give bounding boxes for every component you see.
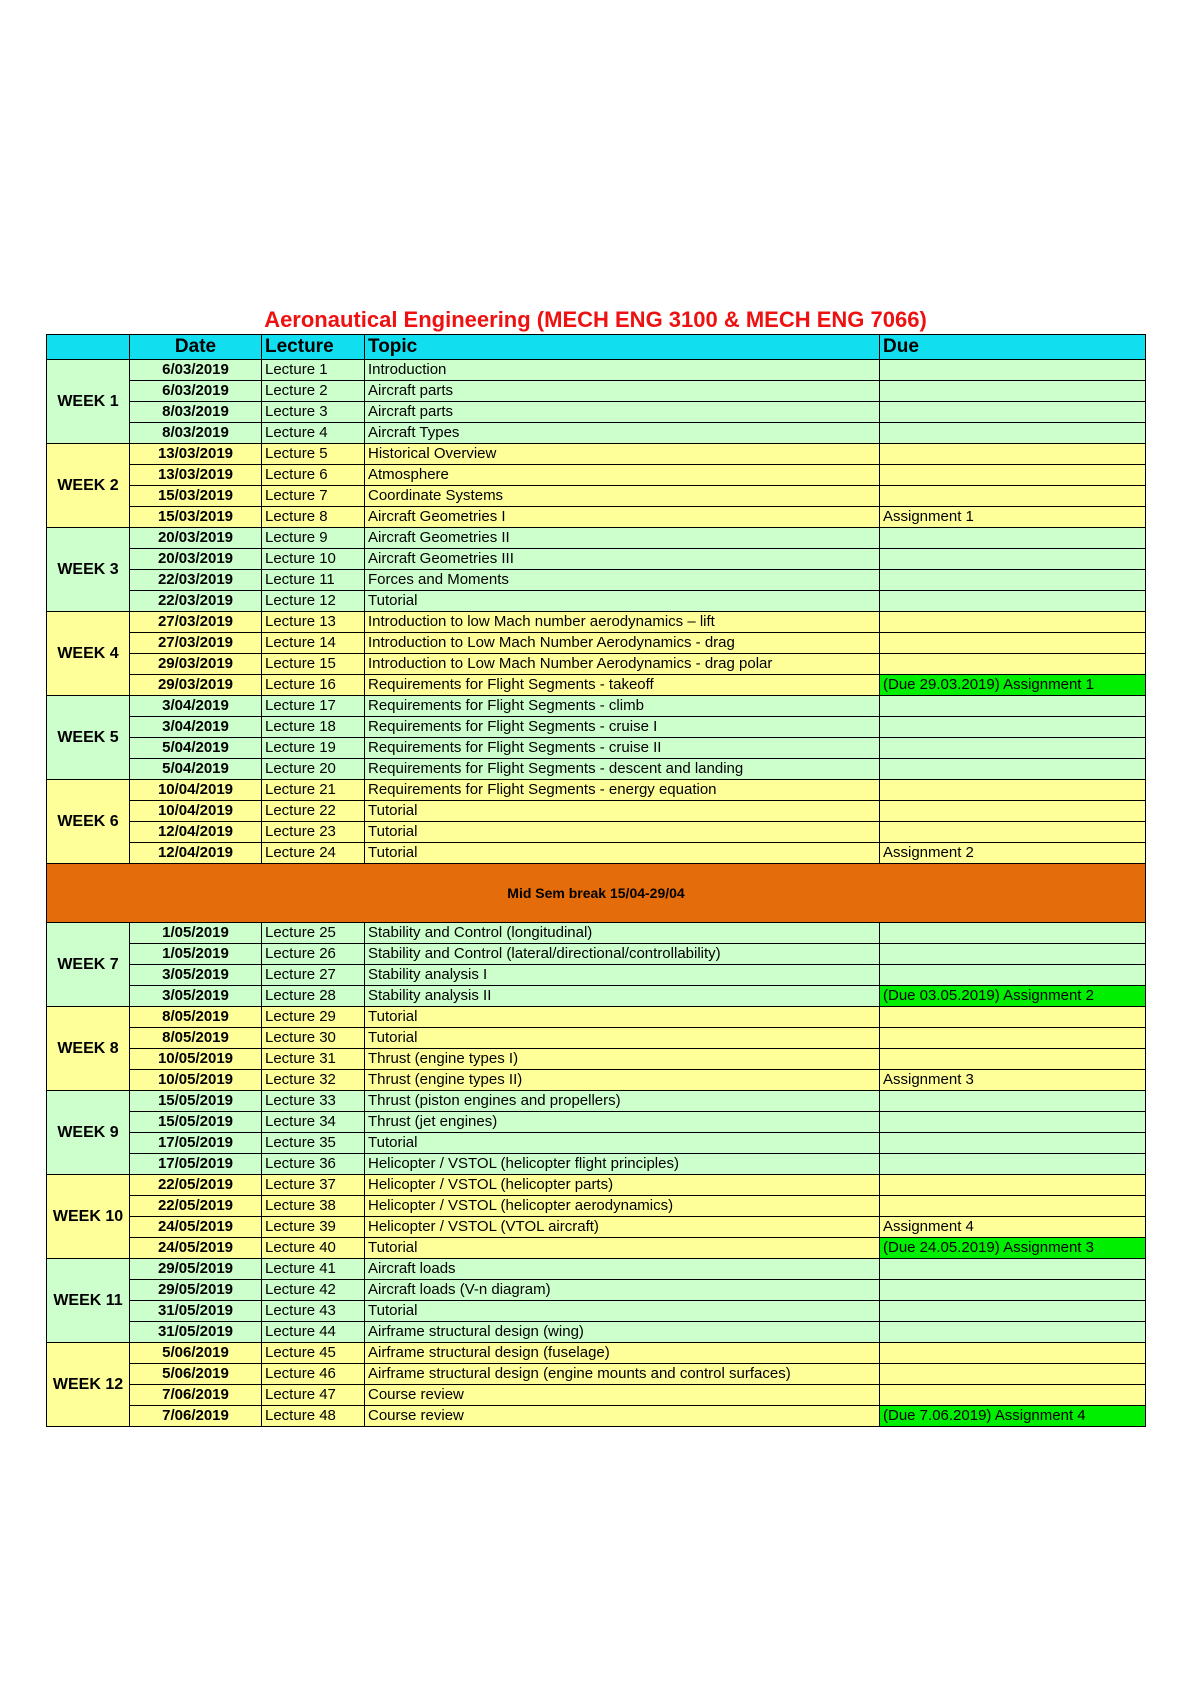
- week-label: WEEK 8: [47, 1007, 130, 1091]
- topic-cell: Requirements for Flight Segments - descent and landing: [365, 759, 880, 780]
- topic-cell: Stability analysis II: [365, 986, 880, 1007]
- lecture-cell: Lecture 20: [262, 759, 365, 780]
- lecture-cell: Lecture 44: [262, 1322, 365, 1343]
- table-row: [47, 1070, 1146, 1091]
- topic-cell: Helicopter / VSTOL (helicopter aerodynamics): [365, 1196, 880, 1217]
- date-cell: 15/05/2019: [130, 1091, 262, 1112]
- topic-cell: Tutorial: [365, 822, 880, 843]
- topic-cell: Aircraft Types: [365, 423, 880, 444]
- due-cell: Assignment 4: [880, 1217, 1146, 1238]
- schedule-table: [46, 334, 1146, 1427]
- header-lecture: Lecture: [262, 335, 365, 360]
- date-cell: 10/04/2019: [130, 801, 262, 822]
- due-cell: [880, 465, 1146, 486]
- date-cell: 31/05/2019: [130, 1322, 262, 1343]
- table-row: [47, 738, 1146, 759]
- due-cell: [880, 360, 1146, 381]
- due-cell: [880, 633, 1146, 654]
- topic-cell: Coordinate Systems: [365, 486, 880, 507]
- table-row: [47, 507, 1146, 528]
- lecture-cell: Lecture 4: [262, 423, 365, 444]
- lecture-cell: Lecture 10: [262, 549, 365, 570]
- topic-cell: Forces and Moments: [365, 570, 880, 591]
- date-cell: 22/05/2019: [130, 1175, 262, 1196]
- date-cell: 31/05/2019: [130, 1301, 262, 1322]
- weeks-after-break: [47, 923, 1146, 1427]
- lecture-cell: Lecture 32: [262, 1070, 365, 1091]
- topic-cell: Stability and Control (longitudinal): [365, 923, 880, 944]
- table-row: [47, 1406, 1146, 1427]
- week-label: WEEK 9: [47, 1091, 130, 1175]
- lecture-cell: Lecture 39: [262, 1217, 365, 1238]
- lecture-cell: Lecture 21: [262, 780, 365, 801]
- date-cell: 24/05/2019: [130, 1217, 262, 1238]
- date-cell: 15/05/2019: [130, 1112, 262, 1133]
- due-cell: [880, 1007, 1146, 1028]
- topic-cell: Stability analysis I: [365, 965, 880, 986]
- topic-cell: Aircraft Geometries III: [365, 549, 880, 570]
- date-cell: 5/06/2019: [130, 1364, 262, 1385]
- topic-cell: Thrust (engine types II): [365, 1070, 880, 1091]
- date-cell: 7/06/2019: [130, 1406, 262, 1427]
- due-cell: [880, 696, 1146, 717]
- due-cell: [880, 1133, 1146, 1154]
- due-cell: [880, 717, 1146, 738]
- lecture-cell: Lecture 8: [262, 507, 365, 528]
- table-row: [47, 1322, 1146, 1343]
- due-cell: [880, 1385, 1146, 1406]
- topic-cell: Tutorial: [365, 843, 880, 864]
- table-row: [47, 923, 1146, 944]
- due-cell: [880, 1154, 1146, 1175]
- due-cell: [880, 612, 1146, 633]
- week-label: WEEK 7: [47, 923, 130, 1007]
- due-cell: [880, 780, 1146, 801]
- topic-cell: Helicopter / VSTOL (helicopter parts): [365, 1175, 880, 1196]
- due-cell: [880, 822, 1146, 843]
- header-week: [47, 335, 130, 360]
- lecture-cell: Lecture 3: [262, 402, 365, 423]
- lecture-cell: Lecture 23: [262, 822, 365, 843]
- date-cell: 1/05/2019: [130, 923, 262, 944]
- due-cell: [880, 923, 1146, 944]
- table-row: [47, 633, 1146, 654]
- lecture-cell: Lecture 41: [262, 1259, 365, 1280]
- week-label: WEEK 3: [47, 528, 130, 612]
- topic-cell: Requirements for Flight Segments - cruise I: [365, 717, 880, 738]
- week-label: WEEK 6: [47, 780, 130, 864]
- table-row: [47, 1007, 1146, 1028]
- due-cell: [880, 965, 1146, 986]
- table-row: [47, 486, 1146, 507]
- lecture-cell: Lecture 18: [262, 717, 365, 738]
- due-cell: [880, 1364, 1146, 1385]
- due-cell: (Due 7.06.2019) Assignment 4: [880, 1406, 1146, 1427]
- due-cell: [880, 570, 1146, 591]
- lecture-cell: Lecture 48: [262, 1406, 365, 1427]
- date-cell: 17/05/2019: [130, 1154, 262, 1175]
- week-label: WEEK 5: [47, 696, 130, 780]
- week-label: WEEK 1: [47, 360, 130, 444]
- due-cell: [880, 1343, 1146, 1364]
- due-cell: [880, 1028, 1146, 1049]
- due-cell: [880, 1322, 1146, 1343]
- due-cell: [880, 444, 1146, 465]
- lecture-cell: Lecture 24: [262, 843, 365, 864]
- header-topic: Topic: [365, 335, 880, 360]
- mid-sem-break-label: Mid Sem break 15/04-29/04: [47, 864, 1146, 923]
- due-cell: [880, 1280, 1146, 1301]
- lecture-cell: Lecture 7: [262, 486, 365, 507]
- lecture-cell: Lecture 1: [262, 360, 365, 381]
- date-cell: 13/03/2019: [130, 465, 262, 486]
- due-cell: [880, 944, 1146, 965]
- date-cell: 8/05/2019: [130, 1007, 262, 1028]
- header-row: [47, 335, 1146, 360]
- table-row: [47, 1217, 1146, 1238]
- lecture-cell: Lecture 42: [262, 1280, 365, 1301]
- table-row: [47, 1196, 1146, 1217]
- date-cell: 7/06/2019: [130, 1385, 262, 1406]
- table-row: [47, 780, 1146, 801]
- lecture-cell: Lecture 22: [262, 801, 365, 822]
- lecture-cell: Lecture 6: [262, 465, 365, 486]
- lecture-cell: Lecture 16: [262, 675, 365, 696]
- week-label: WEEK 2: [47, 444, 130, 528]
- lecture-cell: Lecture 25: [262, 923, 365, 944]
- table-row: [47, 381, 1146, 402]
- lecture-cell: Lecture 36: [262, 1154, 365, 1175]
- table-row: [47, 1385, 1146, 1406]
- table-row: [47, 1238, 1146, 1259]
- table-row: [47, 1049, 1146, 1070]
- topic-cell: Aircraft parts: [365, 381, 880, 402]
- date-cell: 29/05/2019: [130, 1280, 262, 1301]
- lecture-cell: Lecture 30: [262, 1028, 365, 1049]
- topic-cell: Tutorial: [365, 591, 880, 612]
- date-cell: 29/03/2019: [130, 654, 262, 675]
- topic-cell: Aircraft loads: [365, 1259, 880, 1280]
- table-row: [47, 591, 1146, 612]
- due-cell: Assignment 1: [880, 507, 1146, 528]
- table-row: [47, 717, 1146, 738]
- due-cell: [880, 486, 1146, 507]
- table-row: [47, 654, 1146, 675]
- lecture-cell: Lecture 47: [262, 1385, 365, 1406]
- due-cell: [880, 549, 1146, 570]
- lecture-cell: Lecture 9: [262, 528, 365, 549]
- due-cell: [880, 759, 1146, 780]
- due-cell: Assignment 3: [880, 1070, 1146, 1091]
- date-cell: 8/03/2019: [130, 423, 262, 444]
- topic-cell: Tutorial: [365, 1238, 880, 1259]
- table-row: [47, 528, 1146, 549]
- date-cell: 13/03/2019: [130, 444, 262, 465]
- lecture-cell: Lecture 38: [262, 1196, 365, 1217]
- table-row: [47, 801, 1146, 822]
- lecture-cell: Lecture 12: [262, 591, 365, 612]
- due-cell: [880, 381, 1146, 402]
- topic-cell: Aircraft loads (V-n diagram): [365, 1280, 880, 1301]
- lecture-cell: Lecture 15: [262, 654, 365, 675]
- topic-cell: Requirements for Flight Segments - cruise II: [365, 738, 880, 759]
- lecture-cell: Lecture 34: [262, 1112, 365, 1133]
- lecture-cell: Lecture 31: [262, 1049, 365, 1070]
- date-cell: 3/04/2019: [130, 696, 262, 717]
- topic-cell: Course review: [365, 1406, 880, 1427]
- page-title: Aeronautical Engineering (MECH ENG 3100 & MECH ENG 7066): [264, 307, 927, 332]
- table-row: [47, 423, 1146, 444]
- topic-cell: Helicopter / VSTOL (helicopter flight principles): [365, 1154, 880, 1175]
- table-row: [47, 675, 1146, 696]
- lecture-cell: Lecture 11: [262, 570, 365, 591]
- week-label: WEEK 11: [47, 1259, 130, 1343]
- date-cell: 22/05/2019: [130, 1196, 262, 1217]
- due-cell: (Due 24.05.2019) Assignment 3: [880, 1238, 1146, 1259]
- topic-cell: Tutorial: [365, 1301, 880, 1322]
- topic-cell: Tutorial: [365, 1133, 880, 1154]
- topic-cell: Tutorial: [365, 801, 880, 822]
- due-cell: [880, 738, 1146, 759]
- table-row: [47, 1280, 1146, 1301]
- break-section: [47, 864, 1146, 923]
- due-cell: (Due 29.03.2019) Assignment 1: [880, 675, 1146, 696]
- topic-cell: Aircraft Geometries II: [365, 528, 880, 549]
- weeks-before-break: [47, 360, 1146, 864]
- due-cell: [880, 1259, 1146, 1280]
- topic-cell: Historical Overview: [365, 444, 880, 465]
- topic-cell: Airframe structural design (wing): [365, 1322, 880, 1343]
- due-cell: [880, 402, 1146, 423]
- topic-cell: Requirements for Flight Segments - climb: [365, 696, 880, 717]
- date-cell: 29/03/2019: [130, 675, 262, 696]
- table-row: [47, 444, 1146, 465]
- table-row: [47, 465, 1146, 486]
- lecture-cell: Lecture 40: [262, 1238, 365, 1259]
- lecture-cell: Lecture 14: [262, 633, 365, 654]
- lecture-cell: Lecture 2: [262, 381, 365, 402]
- date-cell: 27/03/2019: [130, 612, 262, 633]
- topic-cell: Course review: [365, 1385, 880, 1406]
- date-cell: 24/05/2019: [130, 1238, 262, 1259]
- due-cell: [880, 423, 1146, 444]
- table-row: [47, 570, 1146, 591]
- table-row: [47, 759, 1146, 780]
- topic-cell: Airframe structural design (fuselage): [365, 1343, 880, 1364]
- topic-cell: Aircraft Geometries I: [365, 507, 880, 528]
- lecture-cell: Lecture 28: [262, 986, 365, 1007]
- lecture-cell: Lecture 45: [262, 1343, 365, 1364]
- date-cell: 12/04/2019: [130, 843, 262, 864]
- date-cell: 6/03/2019: [130, 381, 262, 402]
- date-cell: 12/04/2019: [130, 822, 262, 843]
- topic-cell: Introduction to low Mach number aerodynamics – lift: [365, 612, 880, 633]
- topic-cell: Stability and Control (lateral/directional/controllability): [365, 944, 880, 965]
- date-cell: 10/04/2019: [130, 780, 262, 801]
- due-cell: [880, 1091, 1146, 1112]
- lecture-cell: Lecture 19: [262, 738, 365, 759]
- due-cell: [880, 591, 1146, 612]
- table-row: [47, 1091, 1146, 1112]
- date-cell: 20/03/2019: [130, 549, 262, 570]
- date-cell: 10/05/2019: [130, 1049, 262, 1070]
- table-row: [47, 1154, 1146, 1175]
- topic-cell: Requirements for Flight Segments - energy equation: [365, 780, 880, 801]
- lecture-cell: Lecture 13: [262, 612, 365, 633]
- date-cell: 8/03/2019: [130, 402, 262, 423]
- due-cell: [880, 1301, 1146, 1322]
- table-row: [47, 696, 1146, 717]
- topic-cell: Atmosphere: [365, 465, 880, 486]
- topic-cell: Introduction to Low Mach Number Aerodynamics - drag: [365, 633, 880, 654]
- lecture-cell: Lecture 27: [262, 965, 365, 986]
- due-cell: [880, 654, 1146, 675]
- due-cell: [880, 528, 1146, 549]
- due-cell: [880, 1112, 1146, 1133]
- due-cell: Assignment 2: [880, 843, 1146, 864]
- date-cell: 6/03/2019: [130, 360, 262, 381]
- date-cell: 5/04/2019: [130, 759, 262, 780]
- due-cell: [880, 1175, 1146, 1196]
- date-cell: 17/05/2019: [130, 1133, 262, 1154]
- date-cell: 15/03/2019: [130, 486, 262, 507]
- table-row: [47, 1343, 1146, 1364]
- lecture-cell: Lecture 46: [262, 1364, 365, 1385]
- due-cell: [880, 1049, 1146, 1070]
- topic-cell: Introduction to Low Mach Number Aerodynamics - drag polar: [365, 654, 880, 675]
- date-cell: 27/03/2019: [130, 633, 262, 654]
- table-row: [47, 1028, 1146, 1049]
- lecture-cell: Lecture 29: [262, 1007, 365, 1028]
- date-cell: 3/04/2019: [130, 717, 262, 738]
- table-row: [47, 1364, 1146, 1385]
- topic-cell: Thrust (engine types I): [365, 1049, 880, 1070]
- lecture-cell: Lecture 33: [262, 1091, 365, 1112]
- table-row: [47, 1133, 1146, 1154]
- topic-cell: Requirements for Flight Segments - takeoff: [365, 675, 880, 696]
- table-row: [47, 1259, 1146, 1280]
- date-cell: 22/03/2019: [130, 591, 262, 612]
- topic-cell: Airframe structural design (engine mounts and control surfaces): [365, 1364, 880, 1385]
- date-cell: 10/05/2019: [130, 1070, 262, 1091]
- header-due: Due: [880, 335, 1146, 360]
- week-label: WEEK 10: [47, 1175, 130, 1259]
- date-cell: 5/04/2019: [130, 738, 262, 759]
- week-label: WEEK 4: [47, 612, 130, 696]
- table-row: [47, 1175, 1146, 1196]
- date-cell: 20/03/2019: [130, 528, 262, 549]
- topic-cell: Helicopter / VSTOL (VTOL aircraft): [365, 1217, 880, 1238]
- date-cell: 8/05/2019: [130, 1028, 262, 1049]
- date-cell: 15/03/2019: [130, 507, 262, 528]
- lecture-cell: Lecture 37: [262, 1175, 365, 1196]
- table-row: [47, 1301, 1146, 1322]
- date-cell: 1/05/2019: [130, 944, 262, 965]
- table-row: [47, 549, 1146, 570]
- topic-cell: Aircraft parts: [365, 402, 880, 423]
- lecture-cell: Lecture 26: [262, 944, 365, 965]
- header-date: Date: [130, 335, 262, 360]
- topic-cell: Tutorial: [365, 1007, 880, 1028]
- date-cell: 5/06/2019: [130, 1343, 262, 1364]
- table-row: [47, 1112, 1146, 1133]
- table-row: [47, 843, 1146, 864]
- table-row: [47, 612, 1146, 633]
- mid-sem-break-row: [47, 864, 1146, 923]
- table-row: [47, 986, 1146, 1007]
- table-row: [47, 822, 1146, 843]
- date-cell: 22/03/2019: [130, 570, 262, 591]
- table-row: [47, 965, 1146, 986]
- topic-cell: Thrust (jet engines): [365, 1112, 880, 1133]
- lecture-cell: Lecture 17: [262, 696, 365, 717]
- table-row: [47, 944, 1146, 965]
- due-cell: (Due 03.05.2019) Assignment 2: [880, 986, 1146, 1007]
- due-cell: [880, 801, 1146, 822]
- table-row: [47, 402, 1146, 423]
- date-cell: 3/05/2019: [130, 965, 262, 986]
- lecture-cell: Lecture 43: [262, 1301, 365, 1322]
- lecture-cell: Lecture 35: [262, 1133, 365, 1154]
- lecture-cell: Lecture 5: [262, 444, 365, 465]
- topic-cell: Thrust (piston engines and propellers): [365, 1091, 880, 1112]
- topic-cell: Introduction: [365, 360, 880, 381]
- date-cell: 29/05/2019: [130, 1259, 262, 1280]
- due-cell: [880, 1196, 1146, 1217]
- table-row: [47, 360, 1146, 381]
- date-cell: 3/05/2019: [130, 986, 262, 1007]
- week-label: WEEK 12: [47, 1343, 130, 1427]
- topic-cell: Tutorial: [365, 1028, 880, 1049]
